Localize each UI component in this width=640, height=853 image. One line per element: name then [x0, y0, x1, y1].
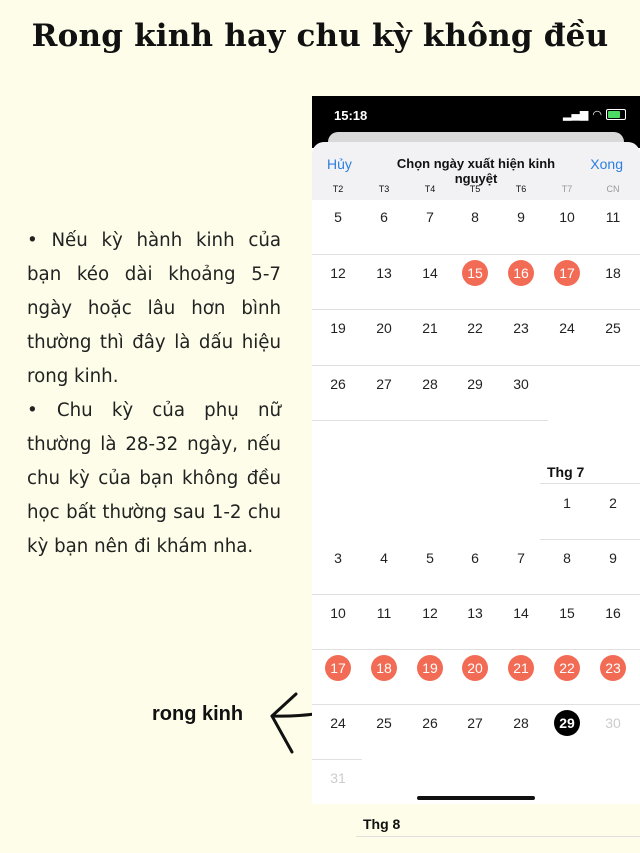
- calendar-day[interactable]: 21: [498, 655, 544, 681]
- calendar-day[interactable]: 25: [376, 715, 392, 731]
- row-divider: [312, 759, 362, 760]
- calendar-day[interactable]: 3: [334, 550, 342, 566]
- calendar-day[interactable]: 29: [544, 710, 590, 736]
- weekday-label: T4: [424, 184, 436, 194]
- row-divider: [312, 420, 548, 421]
- calendar-day[interactable]: 11: [605, 209, 621, 225]
- weekday-label: T5: [469, 184, 481, 194]
- calendar-day[interactable]: 19: [330, 320, 346, 336]
- row-divider: [540, 483, 640, 484]
- paragraph-2: • Chu kỳ của phụ nữ thường là 28-32 ngày, nếu chu kỳ của bạn không đều học bất thường sau 1-2 chu kỳ bạn nên đi khám nha.: [27, 400, 281, 557]
- phone-screenshot: [312, 96, 640, 832]
- signal-icon: ▂▄▆: [563, 108, 589, 121]
- calendar-day[interactable]: 22: [544, 655, 590, 681]
- calendar-day[interactable]: 17: [315, 655, 361, 681]
- calendar-day[interactable]: 29: [467, 375, 483, 392]
- calendar-day[interactable]: 26: [422, 715, 438, 731]
- weekday-label: T2: [332, 184, 344, 194]
- calendar-day[interactable]: 23: [590, 655, 636, 681]
- calendar-day[interactable]: 8: [563, 550, 571, 566]
- calendar-day[interactable]: 18: [605, 264, 621, 281]
- done-button[interactable]: Xong: [590, 156, 623, 172]
- page-title: Rong kinh hay chu kỳ không đều: [31, 18, 609, 54]
- weekday-label: T7: [561, 184, 573, 194]
- calendar-day[interactable]: 27: [376, 375, 392, 392]
- calendar-day[interactable]: 28: [513, 715, 529, 731]
- date-picker-sheet: [312, 142, 640, 832]
- calendar-day[interactable]: 14: [513, 605, 529, 621]
- calendar-day[interactable]: 12: [330, 264, 346, 281]
- calendar-day[interactable]: 21: [422, 320, 438, 336]
- row-divider: [312, 649, 640, 650]
- calendar-day[interactable]: 13: [467, 605, 483, 621]
- month-label-august: Thg 8: [363, 816, 401, 832]
- calendar-day[interactable]: 4: [380, 550, 388, 566]
- calendar-day[interactable]: 23: [513, 320, 529, 336]
- calendar-day[interactable]: 5: [426, 550, 434, 566]
- calendar-day[interactable]: 8: [471, 209, 479, 225]
- calendar-day[interactable]: 1: [563, 495, 571, 511]
- calendar-day[interactable]: 31: [330, 770, 346, 786]
- calendar-day[interactable]: 9: [609, 550, 617, 566]
- calendar-day[interactable]: 18: [361, 655, 407, 681]
- weekday-header: [312, 184, 640, 198]
- calendar-grid: [312, 200, 640, 832]
- calendar-day[interactable]: 10: [330, 605, 346, 621]
- weekday-label: T3: [378, 184, 390, 194]
- calendar-day[interactable]: 16: [605, 605, 621, 621]
- calendar-day[interactable]: 19: [407, 655, 453, 681]
- row-divider: [312, 704, 640, 705]
- calendar-day[interactable]: 28: [422, 375, 438, 392]
- calendar-day[interactable]: 22: [467, 320, 483, 336]
- calendar-day[interactable]: 7: [426, 209, 434, 225]
- calendar-day[interactable]: 14: [422, 264, 438, 281]
- calendar-day[interactable]: 6: [471, 550, 479, 566]
- calendar-day[interactable]: 2: [609, 495, 617, 511]
- weekday-label: CN: [606, 184, 620, 194]
- row-divider: [356, 836, 640, 837]
- calendar-day[interactable]: 11: [376, 605, 392, 621]
- arrow-label: rong kinh: [152, 703, 244, 725]
- wifi-icon: ◠: [592, 108, 602, 121]
- weekday-label: T6: [515, 184, 527, 194]
- calendar-day[interactable]: 30: [513, 375, 529, 392]
- calendar-day[interactable]: 13: [376, 264, 392, 281]
- calendar-day[interactable]: 9: [517, 209, 525, 225]
- calendar-day[interactable]: 27: [467, 715, 483, 731]
- calendar-day[interactable]: 26: [330, 375, 346, 392]
- status-icons: [563, 108, 626, 121]
- calendar-day[interactable]: 12: [422, 605, 438, 621]
- calendar-day[interactable]: 10: [559, 209, 575, 225]
- month-label-july: Thg 7: [547, 464, 585, 480]
- row-divider: [312, 594, 640, 595]
- calendar-day[interactable]: 20: [452, 655, 498, 681]
- paragraph-1: • Nếu kỳ hành kinh của bạn kéo dài khoảng 5-7 ngày hoặc lâu hơn bình thường thì đây là dấu hiệu rong kinh.: [27, 230, 281, 387]
- row-divider: [312, 365, 640, 366]
- row-divider: [312, 309, 640, 310]
- cancel-button[interactable]: Hủy: [327, 156, 352, 172]
- row-divider: [540, 539, 640, 540]
- row-divider: [312, 254, 640, 255]
- calendar-day[interactable]: 24: [330, 715, 346, 731]
- calendar-day[interactable]: 20: [376, 320, 392, 336]
- calendar-day[interactable]: 25: [605, 320, 621, 336]
- calendar-day[interactable]: 6: [380, 209, 388, 225]
- sheet-title: Chọn ngày xuất hiện kinh nguyệt: [396, 156, 556, 186]
- calendar-day[interactable]: 30: [605, 715, 621, 731]
- calendar-day[interactable]: 7: [517, 550, 525, 566]
- body-text: [27, 224, 281, 564]
- battery-icon: [606, 109, 626, 120]
- home-indicator: [417, 796, 535, 800]
- calendar-day[interactable]: 16: [498, 260, 544, 286]
- calendar-day[interactable]: 15: [452, 260, 498, 286]
- calendar-day[interactable]: 17: [544, 260, 590, 286]
- calendar-day[interactable]: 24: [559, 320, 575, 336]
- status-time: 15:18: [334, 108, 368, 123]
- calendar-day[interactable]: 15: [559, 605, 575, 621]
- calendar-day[interactable]: 5: [334, 209, 342, 225]
